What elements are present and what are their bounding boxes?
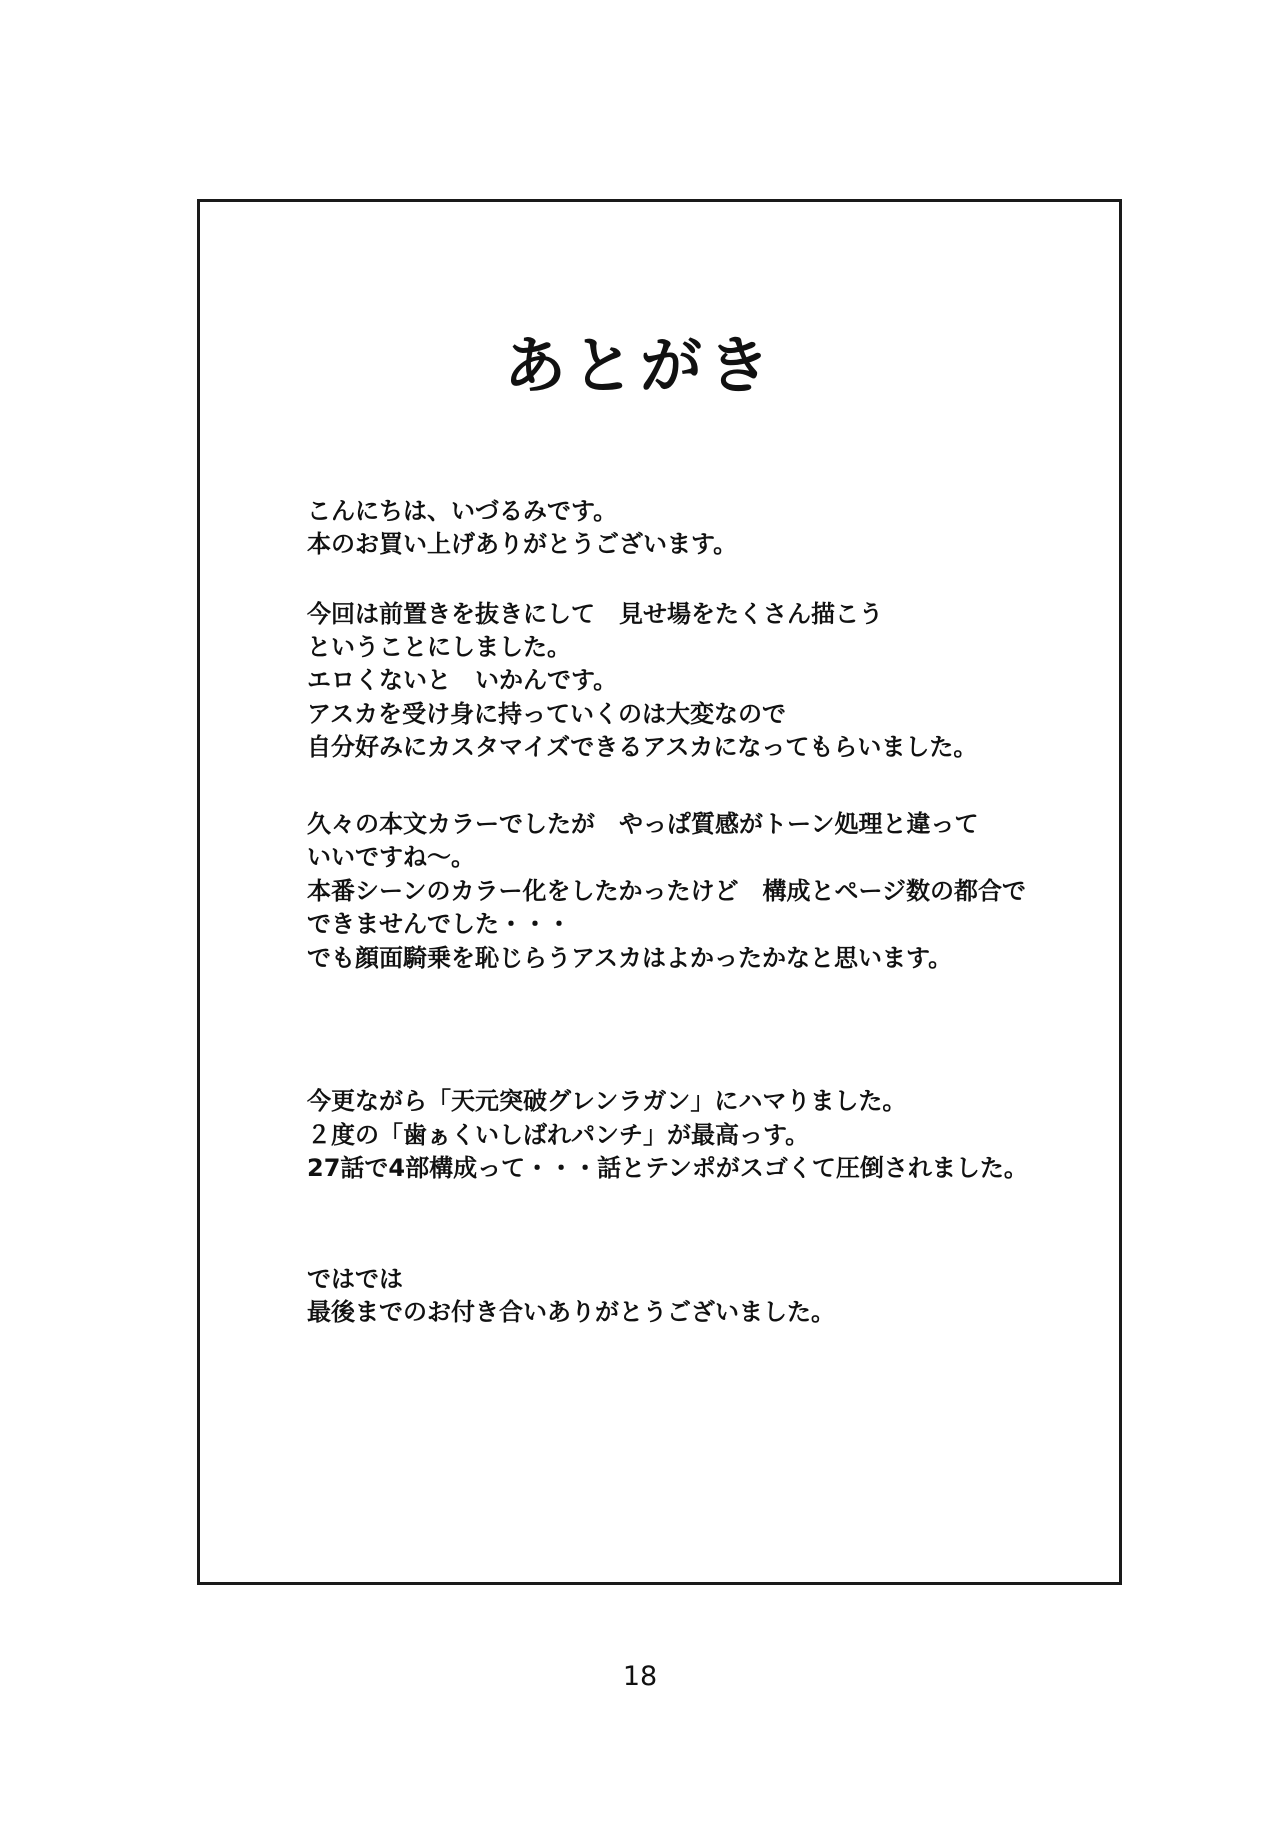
- text-line: 最後までのお付き合いありがとうございました。: [307, 1298, 835, 1326]
- text-line: 27話で4部構成って・・・話とテンポがスゴくて圧倒されました。: [307, 1154, 1028, 1182]
- afterword-title: あとがき: [503, 329, 776, 402]
- text-line: 久々の本文カラーでしたが やっぱ質感がトーン処理と違って: [307, 810, 979, 838]
- text-line: ということにしました。: [307, 633, 571, 661]
- text-line: アスカを受け身に持っていくのは大変なので: [307, 700, 787, 728]
- text-line: できませんでした・・・: [307, 910, 571, 938]
- text-line: こんにちは、いづるみです。: [307, 497, 618, 525]
- text-line: いいですね～。: [307, 843, 475, 871]
- text-line: ではでは: [307, 1265, 403, 1293]
- text-line: 今更ながら「天元突破グレンラガン」にハマりました。: [307, 1087, 907, 1115]
- text-line: 自分好みにカスタマイズできるアスカになってもらいました。: [307, 733, 978, 761]
- text-line: ２度の「歯ぁくいしばれパンチ」が最高っす。: [307, 1121, 810, 1149]
- text-line: エロくないと いかんです。: [307, 666, 618, 694]
- text-line: 本番シーンのカラー化をしたかったけど 構成とページ数の都合で: [307, 877, 1027, 905]
- text-line: 本のお買い上げありがとうございます。: [307, 530, 738, 558]
- text-line: でも顔面騎乗を恥じらうアスカはよかったかなと思います。: [307, 944, 953, 972]
- text-line: 今回は前置きを抜きにして 見せ場をたくさん描こう: [307, 600, 883, 628]
- page-number: 18: [622, 1661, 658, 1692]
